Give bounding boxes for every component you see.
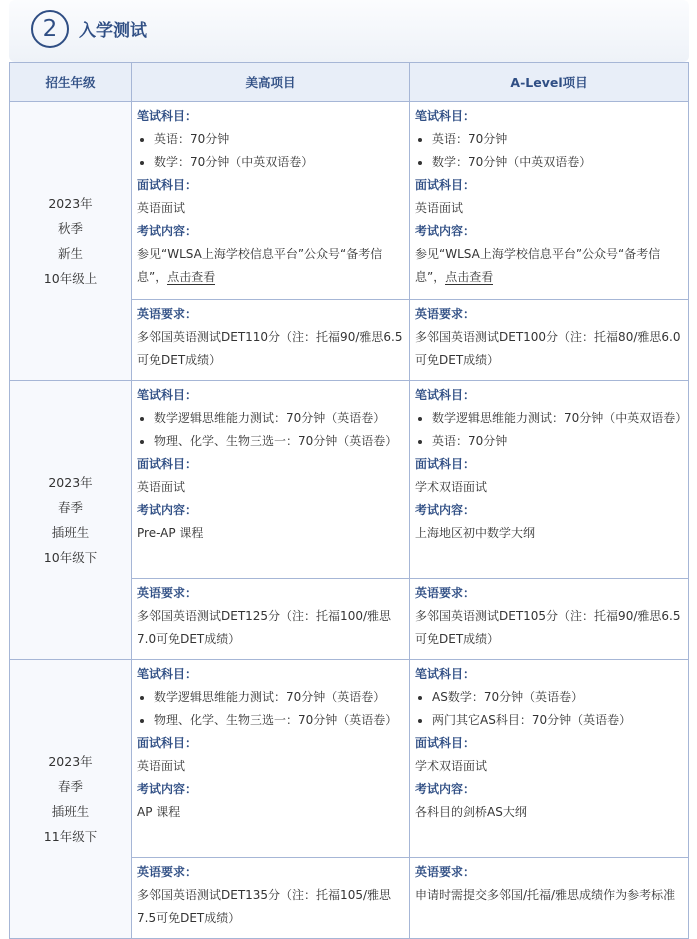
table-header-row: [10, 63, 689, 102]
list-item: • 两门其它AS科目：70分钟（英语卷）: [432, 709, 683, 732]
grade-cell: [10, 381, 132, 660]
grade-season: 秋季: [57, 221, 83, 236]
alevel-exam-cell: [410, 102, 689, 300]
english-label: 英语要求：: [415, 865, 476, 879]
table-row: [10, 102, 689, 300]
content-label: 考试内容：: [137, 782, 198, 796]
written-list: [137, 686, 404, 732]
header-alevel-program: A-Level项目: [410, 63, 689, 102]
english-value: 多邻国英语测试DET110分（注：托福90/雅思6.5可免DET成绩）: [137, 330, 403, 367]
content-value: 参见“WLSA上海学校信息平台”公众号“备考信息”，: [137, 247, 383, 284]
content-value-wrap: [137, 243, 404, 289]
grade-cell: [10, 660, 132, 939]
interview-label: 面试科目：: [415, 457, 476, 471]
content-value: 上海地区初中数学大纲: [415, 526, 536, 540]
list-item: • 英语：70分钟: [154, 128, 404, 151]
grade-level: 10年级上: [43, 271, 98, 286]
interview-value: 英语面试: [415, 201, 464, 215]
written-list: [137, 407, 404, 453]
written-label: 笔试科目：: [415, 109, 476, 123]
alevel-english-cell: [410, 300, 689, 381]
header-grade: 招生年级: [10, 63, 132, 102]
english-label: 英语要求：: [415, 307, 476, 321]
grade-season: 春季: [57, 500, 83, 515]
interview-value: 学术双语面试: [415, 480, 488, 494]
content-label: 考试内容：: [137, 503, 198, 517]
english-value: 多邻国英语测试DET105分（注：托福90/雅思6.5可免DET成绩）: [415, 609, 681, 646]
content-label: 考试内容：: [137, 224, 198, 238]
english-label: 英语要求：: [415, 586, 476, 600]
section-number: 2: [42, 16, 58, 42]
us-english-cell: [132, 300, 410, 381]
view-link[interactable]: 点击查看: [445, 270, 494, 284]
section-number-circle: [31, 10, 69, 48]
written-label: 笔试科目：: [137, 388, 198, 402]
written-list: [415, 128, 683, 174]
written-label: 笔试科目：: [137, 667, 198, 681]
list-item: • 数学逻辑思维能力测试：70分钟（英语卷）: [154, 407, 404, 430]
list-item: • AS数学：70分钟（英语卷）: [432, 686, 683, 709]
english-value: 多邻国英语测试DET135分（注：托福105/雅思7.5可免DET成绩）: [137, 888, 392, 925]
content-value: AP 课程: [137, 805, 181, 819]
interview-value: 英语面试: [137, 480, 186, 494]
grade-level: 11年级下: [43, 829, 98, 844]
content-value: 参见“WLSA上海学校信息平台”公众号“备考信息”，: [415, 247, 661, 284]
grade-type: 插班生: [51, 525, 90, 540]
written-label: 笔试科目：: [415, 388, 476, 402]
english-value: 多邻国英语测试DET125分（注：托福100/雅思7.0可免DET成绩）: [137, 609, 392, 646]
list-item: • 物理、化学、生物三选一：70分钟（英语卷）: [154, 709, 404, 732]
list-item: • 英语：70分钟: [432, 430, 683, 453]
admission-test-table: [9, 62, 689, 939]
list-item: • 数学：70分钟（中英双语卷）: [154, 151, 404, 174]
list-item: • 数学：70分钟（中英双语卷）: [432, 151, 683, 174]
us-exam-cell: [132, 381, 410, 579]
english-label: 英语要求：: [137, 307, 198, 321]
us-exam-cell: [132, 660, 410, 858]
alevel-english-cell: [410, 579, 689, 660]
us-english-cell: [132, 858, 410, 939]
interview-label: 面试科目：: [415, 178, 476, 192]
alevel-exam-cell: [410, 381, 689, 579]
grade-type: 新生: [57, 246, 83, 261]
grade-level: 10年级下: [43, 550, 98, 565]
list-item: • 英语：70分钟: [432, 128, 683, 151]
list-item: • 物理、化学、生物三选一：70分钟（英语卷）: [154, 430, 404, 453]
interview-value: 英语面试: [137, 201, 186, 215]
interview-value: 学术双语面试: [415, 759, 488, 773]
interview-label: 面试科目：: [415, 736, 476, 750]
alevel-exam-cell: [410, 660, 689, 858]
written-list: [415, 407, 688, 453]
header-us-program: 美高项目: [132, 63, 410, 102]
content-value: Pre-AP 课程: [137, 526, 204, 540]
interview-value: 英语面试: [137, 759, 186, 773]
content-value: 各科目的剑桥AS大纲: [415, 805, 527, 819]
content-label: 考试内容：: [415, 224, 476, 238]
grade-year: 2023年: [48, 754, 93, 769]
section-title: 入学测试: [79, 21, 147, 41]
view-link[interactable]: 点击查看: [167, 270, 216, 284]
grade-season: 春季: [57, 779, 83, 794]
english-value: 申请时需提交多邻国/托福/雅思成绩作为参考标准: [415, 888, 676, 902]
interview-label: 面试科目：: [137, 736, 198, 750]
written-label: 笔试科目：: [415, 667, 476, 681]
list-item: • 数学逻辑思维能力测试：70分钟（英语卷）: [154, 686, 404, 709]
list-item: • 数学逻辑思维能力测试：70分钟（中英双语卷）: [432, 407, 683, 430]
grade-cell: [10, 102, 132, 381]
grade-year: 2023年: [48, 196, 93, 211]
written-list: [415, 686, 683, 732]
table-row: [10, 660, 689, 858]
grade-year: 2023年: [48, 475, 93, 490]
us-exam-cell: [132, 102, 410, 300]
content-label: 考试内容：: [415, 503, 476, 517]
alevel-english-cell: [410, 858, 689, 939]
table-row: [10, 381, 689, 579]
english-label: 英语要求：: [137, 586, 198, 600]
english-label: 英语要求：: [137, 865, 198, 879]
interview-label: 面试科目：: [137, 457, 198, 471]
section-header: [9, 0, 689, 62]
interview-label: 面试科目：: [137, 178, 198, 192]
english-value: 多邻国英语测试DET100分（注：托福80/雅思6.0可免DET成绩）: [415, 330, 681, 367]
content-value-wrap: [415, 243, 683, 289]
written-list: [137, 128, 404, 174]
grade-type: 插班生: [51, 804, 90, 819]
written-label: 笔试科目：: [137, 109, 198, 123]
content-label: 考试内容：: [415, 782, 476, 796]
us-english-cell: [132, 579, 410, 660]
